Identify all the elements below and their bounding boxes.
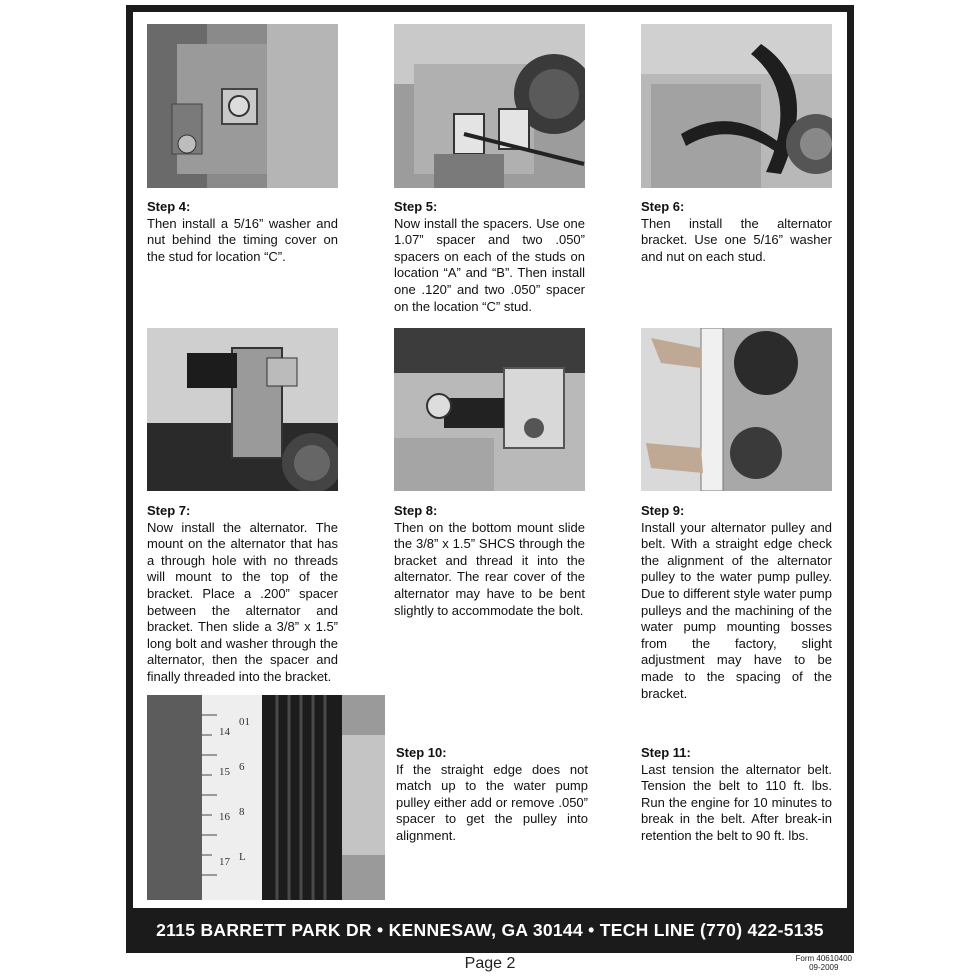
ruler-mark-15: 15 bbox=[219, 766, 230, 778]
ruler-mark-8: 8 bbox=[239, 806, 245, 818]
step-10-text: If the straight edge does not match up to the water pump pulley either add or remove .050” spacer to get the pulley into alignment. bbox=[396, 761, 588, 843]
step-8-text: Then on the bottom mount slide the 3/8” x 1.5” SHCS through the bracket and thread it into the alternator. The rear cover of the alternator may have to be bent slightly to accommodate the bolt. bbox=[394, 519, 585, 618]
step-9-text: Install your alternator pulley and belt. With a straight edge check the alignment of the alternator pulley to the water pump pulley. Due to different style water pump pulleys and the machining of the water pump mounting bosses from the factory, slight adjustment may have to be made to the spacing of the bracket. bbox=[641, 519, 832, 701]
step-10 bbox=[396, 745, 588, 845]
alternator-top-mount-photo bbox=[147, 328, 338, 491]
step-11 bbox=[641, 745, 832, 845]
step-9-title: Step 9: bbox=[641, 503, 685, 518]
bottom-mount-bolt-photo bbox=[394, 328, 585, 491]
step-6-title: Step 6: bbox=[641, 199, 685, 214]
timing-cover-stud-photo bbox=[147, 24, 338, 188]
step-4-text: Then install a 5/16” washer and nut behind the timing cover on the stud for location “C”. bbox=[147, 215, 338, 264]
footer-address: 2115 BARRETT PARK DR • KENNESAW, GA 30144 • TECH LINE (770) 422-5135 bbox=[156, 919, 824, 940]
step-6 bbox=[641, 199, 832, 265]
step-4-title: Step 4: bbox=[147, 199, 191, 214]
step-8-title: Step 8: bbox=[394, 503, 438, 518]
step-4 bbox=[147, 199, 338, 265]
form-date: 09-2009 bbox=[809, 963, 839, 972]
straight-edge-alignment-photo bbox=[641, 328, 832, 491]
footer-address-bar bbox=[133, 912, 847, 948]
step-8 bbox=[394, 503, 585, 619]
page-number: Page 2 bbox=[464, 955, 516, 972]
ruler-mark-L: L bbox=[239, 851, 246, 863]
step-7-text: Now install the alternator. The mount on the alternator that has a through hole with no threads will mount to the top of the bracket. Place a .200” spacer between the alternator and bracket. Then slide a 3/8” x 1.5” long bolt and washer through the alternator, then the spacer and finally threaded into the bracket. bbox=[147, 519, 338, 684]
form-identifier bbox=[796, 954, 852, 972]
ruler-mark-14: 14 bbox=[219, 726, 230, 738]
step-5 bbox=[394, 199, 585, 315]
step-10-title: Step 10: bbox=[396, 745, 447, 760]
step-9 bbox=[641, 503, 832, 702]
step-5-title: Step 5: bbox=[394, 199, 438, 214]
spacers-on-studs-photo bbox=[394, 24, 585, 188]
step-6-text: Then install the alternator bracket. Use one 5/16” washer and nut on each stud. bbox=[641, 215, 832, 264]
step-11-title: Step 11: bbox=[641, 745, 691, 760]
form-number: Form 40610400 bbox=[795, 954, 852, 963]
ruler-mark-17: 17 bbox=[219, 856, 230, 868]
alternator-bracket-photo bbox=[641, 24, 832, 188]
step-7 bbox=[147, 503, 338, 686]
step-11-text: Last tension the alternator belt. Tension the belt to 110 ft. lbs. Run the engine for 10 minutes to break in the belt. After break-in retention the belt to 90 ft. lbs. bbox=[641, 761, 832, 843]
ruler-mark-01: 01 bbox=[239, 716, 250, 728]
step-7-title: Step 7: bbox=[147, 503, 191, 518]
ruler-mark-16: 16 bbox=[219, 811, 230, 823]
ruler-mark-6: 6 bbox=[239, 761, 245, 773]
ruler-pulley-closeup-photo bbox=[147, 695, 385, 900]
step-5-text: Now install the spacers. Use one 1.07” spacer and two .050” spacers on each of the studs on location “A” and “B”. Then install one .120” and two .050” spacer on the location “C” stud. bbox=[394, 215, 585, 314]
